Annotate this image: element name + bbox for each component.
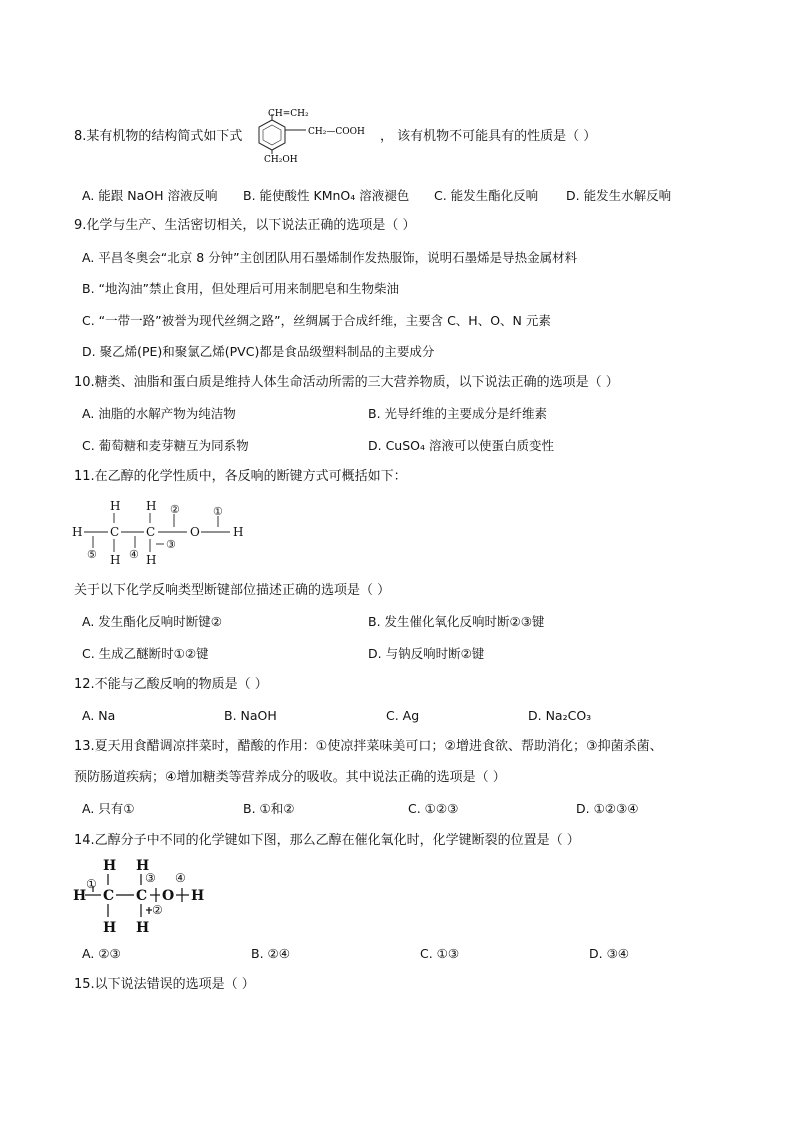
svg-text:H: H — [110, 499, 121, 513]
q10-option-a[interactable]: A. 油脂的水解产物为纯洁物 — [82, 406, 236, 421]
q8-option-a[interactable]: A. 能跟 NaOH 溶液反响 — [82, 188, 218, 203]
svg-text:O: O — [162, 888, 175, 904]
q13-option-a[interactable]: A. 只有① — [82, 801, 135, 816]
q13-option-b[interactable]: B. ①和② — [243, 801, 295, 816]
q8-struct-side: CH₂—COOH — [308, 127, 365, 137]
svg-text:H: H — [72, 525, 83, 539]
q14-option-a[interactable]: A. ②③ — [82, 946, 121, 961]
svg-text:①: ① — [213, 505, 223, 518]
q8-option-b[interactable]: B. 能使酸性 KMnO₄ 溶液褪色 — [243, 188, 410, 203]
q13-stem-line2: 预防肠道疾病；④增加糖类等营养成分的吸收。其中说法正确的选项是（ ） — [74, 770, 506, 785]
svg-text:C: C — [146, 525, 156, 539]
svg-text:②: ② — [170, 503, 180, 516]
q12-option-a[interactable]: A. Na — [82, 708, 116, 723]
q14-stem: 14.乙醇分子中不同的化学键如下图，那么乙醇在催化氧化时，化学键断裂的位置是（ ） — [74, 833, 580, 848]
svg-text:H: H — [110, 553, 121, 567]
q8-option-c[interactable]: C. 能发生酯化反响 — [434, 188, 539, 203]
q12-option-b[interactable]: B. NaOH — [224, 708, 277, 723]
svg-text:H: H — [146, 499, 157, 513]
q11-option-d[interactable]: D. 与钠反响时断②键 — [368, 646, 485, 661]
q9-option-b[interactable]: B. “地沟油”禁止食用，但处理后可用来制肥皂和生物柴油 — [82, 281, 399, 296]
svg-text:C: C — [103, 888, 115, 904]
q9-option-d[interactable]: D. 聚乙烯(PE)和聚氯乙烯(PVC)都是食品级塑料制品的主要成分 — [82, 344, 435, 359]
q11-option-a[interactable]: A. 发生酯化反响时断键② — [82, 614, 222, 629]
q8-option-d[interactable]: D. 能发生水解反响 — [566, 188, 672, 203]
q14-option-b[interactable]: B. ②④ — [251, 946, 290, 961]
svg-text:③: ③ — [166, 538, 176, 551]
q12-stem: 12.不能与乙酸反响的物质是（ ） — [74, 677, 268, 692]
svg-text:O: O — [190, 525, 200, 539]
svg-text:④: ④ — [175, 871, 186, 885]
svg-text:H: H — [136, 920, 150, 936]
q8-stem-pre: 8.某有机物的结构简式如下式 — [74, 129, 243, 144]
svg-text:①: ① — [86, 877, 97, 891]
q10-stem: 10.糖类、油脂和蛋白质是维持人体生命活动所需的三大营养物质，以下说法正确的选项是（ ） — [74, 375, 619, 390]
q8-struct-top: CH=CH₂ — [268, 109, 309, 119]
q12-option-c[interactable]: C. Ag — [386, 708, 420, 723]
q9-option-c[interactable]: C. “一带一路”被誉为现代丝绸之路”，丝绸属于合成纤维，主要含 C、H、O、N 元素 — [82, 313, 551, 328]
svg-text:②: ② — [152, 903, 163, 917]
q11-option-b[interactable]: B. 发生催化氧化反响时断②③键 — [368, 614, 545, 629]
svg-text:H: H — [233, 525, 244, 539]
q9-option-a[interactable]: A. 平昌冬奥会“北京 8 分钟”主创团队用石墨烯制作发热服饰，说明石墨烯是导热金属材料 — [82, 250, 578, 265]
q9-stem: 9.化学与生产、生活密切相关，以下说法正确的选项是（ ） — [74, 218, 416, 233]
q10-option-b[interactable]: B. 光导纤维的主要成分是纤维素 — [368, 406, 548, 421]
svg-text:H: H — [146, 553, 157, 567]
svg-text:⑤: ⑤ — [87, 548, 97, 561]
svg-text:③: ③ — [145, 871, 156, 885]
q8-structure-diagram — [250, 106, 380, 164]
q10-option-c[interactable]: C. 葡萄糖和麦芽糖互为同系物 — [82, 438, 249, 453]
svg-text:④: ④ — [129, 548, 139, 561]
svg-text:C: C — [136, 888, 148, 904]
q8-stem-post: ， 该有机物不可能具有的性质是（ ） — [380, 129, 597, 144]
svg-text:H: H — [73, 888, 87, 904]
svg-text:H: H — [103, 920, 117, 936]
q14-option-d[interactable]: D. ③④ — [589, 946, 629, 961]
q11-ethanol-bond-diagram — [70, 496, 250, 568]
svg-text:H: H — [103, 858, 117, 874]
q11-stem: 11.在乙醇的化学性质中，各反响的断键方式可概括如下： — [74, 469, 407, 484]
svg-text:H: H — [191, 888, 205, 904]
q13-option-d[interactable]: D. ①②③④ — [576, 801, 639, 816]
q13-option-c[interactable]: C. ①②③ — [408, 801, 459, 816]
svg-text:C: C — [110, 525, 120, 539]
q11-option-c[interactable]: C. 生成乙醚断时①②键 — [82, 646, 209, 661]
q12-option-d[interactable]: D. Na₂CO₃ — [528, 708, 592, 723]
q11-stem2: 关于以下化学反响类型断键部位描述正确的选项是（ ） — [74, 583, 391, 598]
q10-option-d[interactable]: D. CuSO₄ 溶液可以使蛋白质变性 — [368, 438, 554, 453]
q14-ethanol-bond-diagram — [72, 856, 212, 936]
svg-text:H: H — [136, 858, 150, 874]
q14-option-c[interactable]: C. ①③ — [420, 946, 460, 961]
q13-stem-line1: 13.夏天用食醋调凉拌菜时，醋酸的作用：①使凉拌菜味美可口；②增进食欲、帮助消化；③抑菌杀菌、 — [74, 739, 663, 754]
q8-struct-bottom: CH₂OH — [264, 155, 298, 164]
q15-stem: 15.以下说法错误的选项是（ ） — [74, 977, 255, 992]
